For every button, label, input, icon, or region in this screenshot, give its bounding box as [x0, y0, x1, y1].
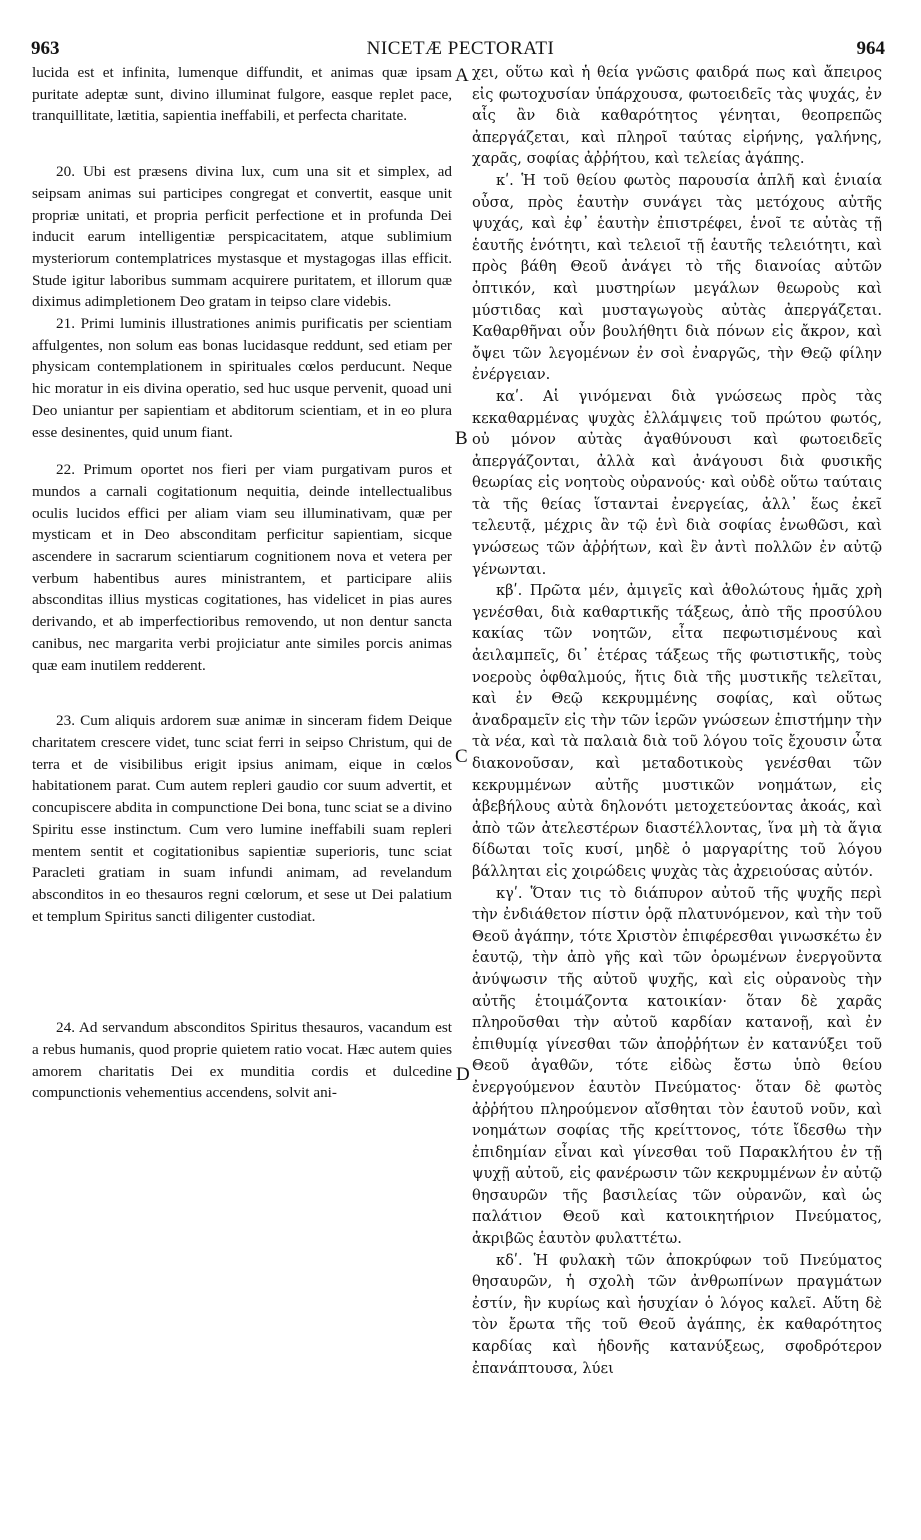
- greek-paragraph-24: κδʹ. Ἡ φυλακὴ τῶν ἀποκρύφων τοῦ Πνεύματος θησαυρῶν, ἡ σχολὴ τῶν ἀνθρωπίνων πραγμάτων ἐστίν, ἣν κυρίως καὶ ἡσυχίαν ὁ λόγος καλεῖ. Αὕτη δὲ τὸν ἔρωτα τῆς τοῦ Θεοῦ ἀγάπης, ἐκ καθαρότητος καρδίας καὶ ἡδονῆς κατανύξεως, σφοδρότερον ἐπανάπτουσα, λύει: [472, 1251, 882, 1377]
- greek-paragraph-22: κβʹ. Πρῶτα μέν, ἀμιγεῖς καὶ ἀθολώτους ἡμᾶς χρὴ γενέσθαι, διὰ καθαρτικῆς τάξεως, ἀπὸ τῆς προσύλου κακίας τῶν νοητῶν, εἶτα πεφωτισμένους καὶ ἀειλαμπεῖς, δι᾽ ἑτέρας τάξεως τῆς φωτιστικῆς, τοὺς νοεροὺς ὀφθαλμούς, ἥτις διὰ τῆς μυστικῆς τελεῖται, καὶ ἐν Θεῷ κεκρυμμένης σοφίας, καὶ οὕτως ἀναδραμεῖν εἰς τὴν τῶν ἱερῶν γνώσεων ἐπιστήμην τὴν τὰ νέα, καὶ τὰ παλαιὰ διὰ τοῦ λόγου τοῖς ἔχουσιν ὦτα διακονοῦσαν, καὶ μεταδοτικοὺς γενέσθαι τῶν κεκρυμμένων αὐτῆς μυστικῶν νοημάτων, εἰς ἀβεβήλους αὐτὰ δηλονότι μετοχετεύοντας ἀκοάς, καὶ ἀπὸ τῶν ἀτελεστέρων διαστέλλοντας, ἵνα μὴ τὰ ἅγια δίδωται τοῖς κυσί, μηδὲ ὁ μαργαρίτης τοῦ λόγου βάλληται εἰς χοιρώδεις ψυχὰς τὰς ἀχρειούσας αὐτόν.: [472, 582, 882, 880]
- margin-marker-c: C: [455, 746, 468, 767]
- latin-paragraph-23: 23. Cum aliquis ardorem suæ animæ in sinceram fidem Deique charitatem crescere videt, tunc sciat ferri in seipso Christum, qui de terra et de visibilibus erigit ipsius animam, eique in cœlos habitationem parat. Cum autem repleri gaudio cor suum advertit, et concupiscere abdita in compunctione Dei bona, tunc sciat se a divino Spiritu esse instinctum. Cum vero lumine ineffabili suam repleri mentem sentit et cogitationibus sapientiæ superioris, tunc sciat Paracleti gratiam in suam infundi animam, ad revelandum absconditos in eo thesauros regni cœlorum, et sese ut Dei palatium et templum Spiritus sancti diligenter custodiat.: [32, 712, 452, 925]
- left-page-number: 963: [31, 38, 60, 59]
- latin-paragraph-22: 22. Primum oportet nos fieri per viam purgativam puros et mundos a carnali cogitationum nequitia, deinde intellectualibus oculis lucidos effici per aliam viam seu illuminativam, quæ per mysticam et in Deo absconditam perficitur sapientiam, sicque ascendere in sacrarum scientiarum cognitionem nova et vetera per verbum habentibus aures ministrantem, et participare aliis absconditas illius mysticas cogitationes, has videlicet in pias aures derivando, et ab imperfectioribus removendo, ut non dentur sancta canibus, nec margarita verbi projiciatur ante similes porcis animas quæ eam inutilem redderent.: [32, 461, 452, 674]
- right-page-number: 964: [856, 38, 885, 59]
- greek-column: [472, 62, 882, 1379]
- greek-paragraph-20: κʹ. Ἡ τοῦ θείου φωτὸς παρουσία ἁπλῆ καὶ ἑνιαία οὖσα, πρὸς ἑαυτὴν συνάγει τὰς μετόχους αὐτῆς ψυχάς, καὶ ἐφ᾽ ἑαυτὴν ἐπιστρέφει, ἑνοῖ τε αὐτὰς τῇ ἑαυτῆς ἑνότητι, καὶ τελειοῖ τῇ ἑαυτῆς τελειότητι, καὶ πρὸς βάθη Θεοῦ ἀνάγει τὸ τῆς διανοίας αὐτῶν ὀπτικόν, καὶ μυστηρίων μεγάλων θεωροὺς καὶ μύστιδας καὶ μυσταγωγοὺς αὐτὰς ἀπεργάζεται. Καθαρθῆναι οὖν βουλήθητι διὰ πόνων εἰς ἄκρον, καὶ ὄψει τῶν λεγομένων ἐν σοὶ ἐναργῶς, τὴν Θεῷ φίλην ἐνέργειαν.: [472, 171, 882, 384]
- greek-paragraph-23: κγʹ. Ὅταν τις τὸ διάπυρον αὐτοῦ τῆς ψυχῆς περὶ τὴν ἐνδιάθετον πίστιν ὁρᾷ πλατυνόμενον, καὶ τὴν τοῦ Θεοῦ ἀγάπην, τότε Χριστὸν ἐπιφέρεσθαι γινωσκέτω ἐν ἑαυτῷ, τὴν ἀπὸ γῆς καὶ τῶν ὁρωμένων ἐνεργοῦντα ἀνύψωσιν τῆς αὐτοῦ ψυχῆς, καὶ εἰς οὐρανοὺς τὴν αὐτῆς ἑτοιμάζοντα κατοικίαν· ὅταν δὲ χαρᾶς πληροῦσθαι τὴν αὐτοῦ καρδίαν κατανοῇ, καὶ ἐν ἐπιθυμίᾳ γίνεσθαι τῶν ἀποῤῥήτων ἐν κατανύξει τοῦ Θεοῦ ἀγαθῶν, τότε εἰδὼς ἔστω ὑπὸ θείου ἐνεργούμενον ἑαυτὸν Πνεύματος· ὅταν δὲ φωτὸς ἀῤῥήτου πληρούμενον αἴσθηται τὸν ἑαυτοῦ νοῦν, καὶ νοημάτων σοφίας τῆς κρείττονος, τότε ἴδεσθω τὴν ἐπιδημίαν εἶναι καὶ γίνεσθαι τοῦ Παρακλήτου ἐν τῇ ψυχῇ αὐτοῦ, εἰς φανέρωσιν τῶν κεκρυμμένων ἐν αὐτῷ θησαυρῶν τῆς βασιλείας τῶν οὐρανῶν, καὶ ὡς παλάτιον Θεοῦ καὶ κατοικητήριον Πνεύματος, ἀκριβῶς ἑαυτὸν φυλαττέτω.: [472, 884, 882, 1248]
- latin-column: [32, 62, 452, 1104]
- margin-marker-b: B: [455, 428, 468, 449]
- latin-paragraph-21: 21. Primi luminis illustrationes animis purificatis per scientiam affulgentes, non solum eas bonas lucidasque reddunt, sed etiam per physicam contemplationem in spirituales cœlos perducunt. Neque hic moratur in eis divina operatio, sed huc usque pervenit, quoad uni Deo uniantur per sapientiam et abditorum scientiam, et in eo plura esse desinentes, quid unum fiant.: [32, 315, 452, 441]
- greek-paragraph-intro: χει, οὕτω καὶ ἡ θεία γνῶσις φαιδρά πως καὶ ἄπειρος εἰς φωτοχυσίαν ὑπάρχουσα, φωτοειδεῖς τὰς ψυχάς, ἐν αἷς ἂν διὰ καθαρότητος γένηται, θεοπρεπῶς ἀπεργάζεται, καὶ πληροῖ ταύτας εἰρήνης, γαλήνης, χαρᾶς, σοφίας ἀῤῥήτου, καὶ τελείας ἀγάπης.: [472, 64, 882, 168]
- latin-paragraph-intro: lucida est et infinita, lumenque diffundit, et animas quæ ipsam puritate adeptæ sunt, divino illuminat fulgore, easque replet pace, tranquillitate, lætitia, sapientia ineffabili, et perfecta charitate.: [32, 64, 452, 125]
- latin-paragraph-20: 20. Ubi est præsens divina lux, cum una sit et simplex, ad seipsam animas sui participes congregat et convertit, easque unit propriæ unitati, et propria perficit perfectione et in profunda Dei inducit earum intelligentiæ perspicacitatem, atque sublimium mysteriorum contemplatrices mystasque et mystagogas illas efficit. Stude igitur laboribus summam acquirere puritatem, et illorum quæ diximus adimpletionem Deo gratam in teipso clare videbis.: [32, 163, 452, 311]
- greek-paragraph-21: καʹ. Αἱ γινόμεναι διὰ γνώσεως πρὸς τὰς κεκαθαρμένας ψυχὰς ἐλλάμψεις τοῦ πρώτου φωτός, οὐ μόνον αὐτὰς ἀγαθύνουσι καὶ φωτοειδεῖς ἀπεργάζονται, ἀλλὰ καὶ ἀνάγουσι διὰ φυσικῆς θεωρίας εἰς νοητοὺς οὐρανούς· καὶ οὐδὲ οὕτω ταύταις τὰ τῆς θείας ἵσταντai ἐνεργείας, ἀλλ᾽ ἕως ἐκεῖ τελευτᾷ, μέχρις ἂν τῷ ἑνὶ διὰ σοφίας ἑνωθῶσι, καὶ γνώσεως τῶν ἀῤῥήτων, καὶ ἓν ἀντὶ πολλῶν ἐν αὐτῷ γένωνται.: [472, 387, 882, 578]
- page-header: [0, 38, 921, 62]
- latin-paragraph-24: 24. Ad servandum absconditos Spiritus thesauros, vacandum est a rebus humanis, quod proprie quietem ratio vocat. Hæc autem quies amorem charitatis Dei ex munditia cordis et dulcedine compunctionis vehementius accendens, solvit ani-: [32, 1019, 452, 1102]
- margin-marker-a: A: [455, 65, 469, 86]
- margin-marker-d: D: [456, 1064, 470, 1085]
- running-title: NICETÆ PECTORATI: [366, 38, 555, 59]
